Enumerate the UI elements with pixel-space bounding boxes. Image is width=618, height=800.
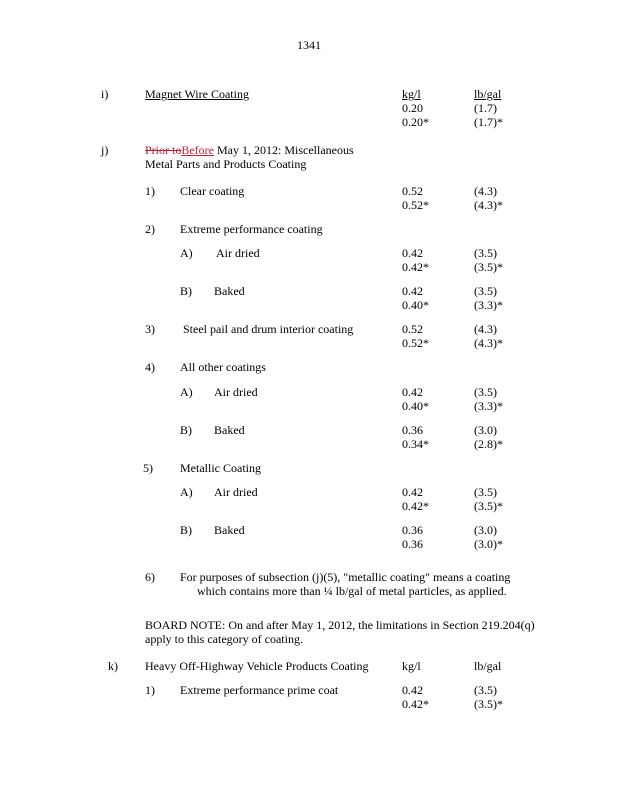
kg-value: 0.42 xyxy=(402,683,423,697)
subitem-label: Baked xyxy=(214,523,245,537)
item-number: 1) xyxy=(145,683,155,697)
kg-value: 0.34* xyxy=(402,437,429,451)
subitem-label: Air dried xyxy=(214,485,258,499)
section-i-label: i) xyxy=(101,87,109,101)
lb-value: (3.0)* xyxy=(474,537,503,551)
inserted-text: Before xyxy=(181,143,214,157)
kg-value: 0.20 xyxy=(402,101,423,115)
lb-header: lb/gal xyxy=(474,87,502,101)
lb-value: (3.5) xyxy=(474,683,497,697)
lb-value: (3.0) xyxy=(474,523,497,537)
subitem-letter: A) xyxy=(180,485,193,499)
kg-value: 0.40* xyxy=(402,399,429,413)
kg-header: kg/l xyxy=(402,659,421,673)
kg-value: 0.42* xyxy=(402,697,429,711)
subitem-letter: B) xyxy=(180,523,192,537)
item-label: Metallic Coating xyxy=(180,461,261,475)
definition-line: which contains more than ¼ lb/gal of metal particles, as applied. xyxy=(197,584,507,598)
subitem-letter: B) xyxy=(180,423,192,437)
section-k-title: Heavy Off-Highway Vehicle Products Coating xyxy=(145,659,369,673)
lb-value: (3.3)* xyxy=(474,399,503,413)
item-label: Extreme performance coating xyxy=(180,222,323,236)
deleted-text: Prior to xyxy=(145,143,182,157)
item-number: 4) xyxy=(145,360,155,374)
kg-value: 0.52* xyxy=(402,198,429,212)
lb-value: (3.5) xyxy=(474,284,497,298)
item-label: All other coatings xyxy=(180,360,266,374)
kg-value: 0.36 xyxy=(402,523,423,537)
lb-value: (3.5) xyxy=(474,246,497,260)
item-label: Steel pail and drum interior coating xyxy=(183,322,354,336)
item-label: Extreme performance prime coat xyxy=(180,683,339,697)
kg-value: 0.52 xyxy=(402,322,423,336)
item-number: 3) xyxy=(145,322,155,336)
section-k-label: k) xyxy=(108,659,118,673)
lb-value: (3.5)* xyxy=(474,697,503,711)
section-i-title: Magnet Wire Coating xyxy=(145,87,249,101)
item-label: Clear coating xyxy=(180,184,245,198)
page-number: 1341 xyxy=(297,38,321,52)
kg-value: 0.36 xyxy=(402,537,423,551)
definition-line: For purposes of subsection (j)(5), "metallic coating" means a coating xyxy=(180,570,511,584)
lb-value: (4.3) xyxy=(474,184,497,198)
lb-value: (2.8)* xyxy=(474,437,503,451)
kg-value: 0.42* xyxy=(402,499,429,513)
kg-value: 0.52 xyxy=(402,184,423,198)
subitem-label: Baked xyxy=(214,284,245,298)
board-note: apply to this category of coating. xyxy=(145,632,303,646)
section-j-title-rest: May 1, 2012: Miscellaneous xyxy=(214,143,354,157)
subitem-label: Baked xyxy=(214,423,245,437)
board-note: BOARD NOTE: On and after May 1, 2012, the limitations in Section 219.204(q) xyxy=(145,618,535,632)
kg-value: 0.42 xyxy=(402,246,423,260)
kg-header: kg/l xyxy=(402,87,421,101)
lb-value: (1.7)* xyxy=(474,115,503,129)
lb-value: (3.0) xyxy=(474,423,497,437)
lb-value: (1.7) xyxy=(474,101,497,115)
subitem-label: Air dried xyxy=(214,385,258,399)
lb-value: (3.5) xyxy=(474,385,497,399)
item-number: 2) xyxy=(145,222,155,236)
section-j-title-line2: Metal Parts and Products Coating xyxy=(145,157,307,171)
lb-value: (4.3)* xyxy=(474,198,503,212)
kg-value: 0.42 xyxy=(402,385,423,399)
kg-value: 0.42 xyxy=(402,485,423,499)
lb-header: lb/gal xyxy=(474,659,502,673)
subitem-letter: A) xyxy=(180,246,193,260)
lb-value: (4.3)* xyxy=(474,336,503,350)
kg-value: 0.40* xyxy=(402,298,429,312)
lb-value: (3.5)* xyxy=(474,260,503,274)
kg-value: 0.42* xyxy=(402,260,429,274)
kg-value: 0.20* xyxy=(402,115,429,129)
lb-value: (3.5) xyxy=(474,485,497,499)
item-number: 6) xyxy=(145,570,155,584)
lb-value: (3.3)* xyxy=(474,298,503,312)
section-j-label: j) xyxy=(101,143,109,157)
lb-value: (3.5)* xyxy=(474,499,503,513)
subitem-letter: B) xyxy=(180,284,192,298)
section-j-title xyxy=(145,143,354,157)
subitem-label: Air dried xyxy=(216,246,260,260)
subitem-letter: A) xyxy=(180,385,193,399)
kg-value: 0.42 xyxy=(402,284,423,298)
kg-value: 0.52* xyxy=(402,336,429,350)
item-number: 5) xyxy=(143,461,153,475)
lb-value: (4.3) xyxy=(474,322,497,336)
kg-value: 0.36 xyxy=(402,423,423,437)
item-number: 1) xyxy=(145,184,155,198)
